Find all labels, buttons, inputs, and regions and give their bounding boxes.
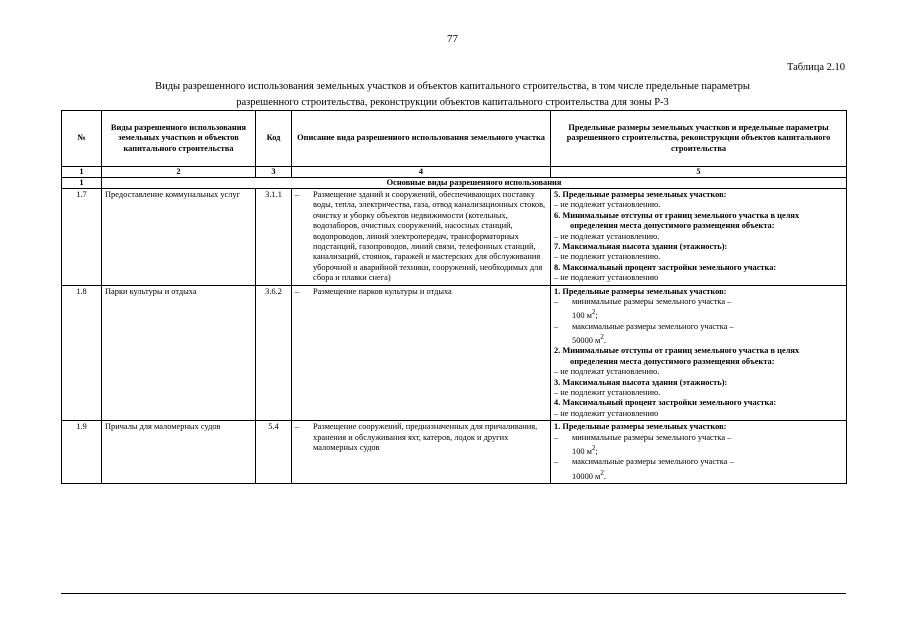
limit-heading: 3. Максимальная высота здания (этажность): [554,377,728,387]
header-types: Виды разрешенного использования земельных участков и объектов капитального строительства [102,111,256,167]
col-number: 5 [551,167,847,178]
limit-value: – не подлежит установлению. [554,387,661,397]
limit-min-value: 100 м [572,446,592,456]
table-label: Таблица 2.10 [786,62,845,73]
land-use-table [61,110,847,484]
limit-value: – не подлежит установлению [554,408,659,418]
table-row [62,189,847,286]
limit-max-end: . [603,471,606,481]
row-limits [551,285,847,420]
limit-min-value: 100 м [572,311,592,321]
table-row [62,285,847,420]
table-row [62,421,847,484]
row-limits [551,421,847,484]
row-desc [292,189,551,286]
limit-max-label: максимальные размеры земельного участка – [572,321,734,331]
section-title: Основные виды разрешенного использования [102,178,847,189]
limit-min-end: ; [595,311,598,321]
limit-value: – не подлежит установлению. [554,252,661,262]
limit-max-value: 50000 м [572,335,601,345]
table-title [60,79,845,111]
desc-item: – Размещение сооружений, предназначенных для причаливания, хранения и обслуживания яхт, катеров, лодок и других маломерных судов [295,422,547,453]
bottom-rule [61,593,846,594]
page-number: 77 [447,33,458,45]
limit-min-item [554,297,843,322]
col-number: 2 [102,167,256,178]
limit-heading: 8. Максимальный процент застройки земельного участка: [554,262,777,272]
header-limits: Предельные размеры земельных участков и предельные параметры разрешенного строительства, реконструкции объектов капитального строительства [551,111,847,167]
desc-item: – Размещение парков культуры и отдыха [295,287,547,297]
limit-min-item [554,433,843,458]
limit-min-label: минимальные размеры земельного участка – [572,432,732,442]
header-num: № [62,111,102,167]
row-desc [292,421,551,484]
limit-heading: 7. Максимальная высота здания (этажность): [554,242,728,252]
limit-min-value-line: 100 $м^2$; [572,308,598,321]
header-row [62,111,847,167]
row-code: 3.6.2 [256,285,292,420]
limit-max-item [554,322,843,347]
limit-heading: 6. Минимальные отступы от границ земельного участка в целях определения места допустимого размещения объекта: [554,210,800,231]
limit-value: – не подлежат установлению. [554,231,660,241]
limit-value: – не подлежит установлению. [554,200,661,210]
row-code: 3.1.1 [256,189,292,286]
desc-item: – Размещение зданий и сооружений, обеспечивающих поставку воды, тепла, электричества, газа, отвод канализационных стоков, очистку и уборку объектов недвижимости (котельных, водозаборов, очистных сооружений, насосных станций, водопроводов, линий электропередач, трансформаторных подстанций, газопроводов, линий связи, телефонных станций, канализаций, стоянок, гаражей и мастерских для обслуживания уборочной и аварийной техники, сооружений, необходимых для сбора и плавки снега) [295,190,547,284]
limit-max-label: максимальные размеры земельного участка – [572,457,734,467]
column-numbers-row [62,167,847,178]
limit-value: – не подлежит установлению [554,273,659,283]
section-num: 1 [62,178,102,189]
col-number: 3 [256,167,292,178]
limit-heading: 1. Предельные размеры земельных участков: [554,422,727,432]
limit-max-end: . [603,335,606,345]
limit-min-value-line: 100 $м^2$; [572,443,598,456]
row-num: 1.8 [62,285,102,420]
limit-value: – не подлежат установлению. [554,367,660,377]
section-row [62,178,847,189]
col-number: 4 [292,167,551,178]
header-code: Код [256,111,292,167]
row-name: Предоставление коммунальных услуг [102,189,256,286]
row-limits [551,189,847,286]
limit-heading: 1. Предельные размеры земельных участков: [554,286,727,296]
row-name: Причалы для маломерных судов [102,421,256,484]
row-desc [292,285,551,420]
limit-max-item [554,457,843,482]
limit-min-label: минимальные размеры земельного участка – [572,297,732,307]
header-desc: Описание вида разрешенного использования земельного участка [292,111,551,167]
row-name: Парки культуры и отдыха [102,285,256,420]
limit-max-value: 10000 м [572,471,601,481]
limit-min-end: ; [595,446,598,456]
row-code: 5.4 [256,421,292,484]
limit-max-value-line: 10000 $м^2$. [572,468,606,481]
limit-heading: 4. Максимальный процент застройки земельного участка: [554,398,777,408]
row-num: 1.7 [62,189,102,286]
title-line-1: Виды разрешенного использования земельных участков и объектов капитального строительства, в том числе предельные параметры [155,81,750,92]
title-line-2: разрешенного строительства, реконструкции объектов капитального строительства для зоны Р-3 [236,97,669,108]
limit-heading: 2. Минимальные отступы от границ земельного участка в целях определения места допустимого размещения объекта: [554,346,800,366]
limit-max-value-line: 50000 $м^2$. [572,333,606,345]
limit-heading: 5. Предельные размеры земельных участков: [554,190,727,199]
col-number: 1 [62,167,102,178]
row-num: 1.9 [62,421,102,484]
